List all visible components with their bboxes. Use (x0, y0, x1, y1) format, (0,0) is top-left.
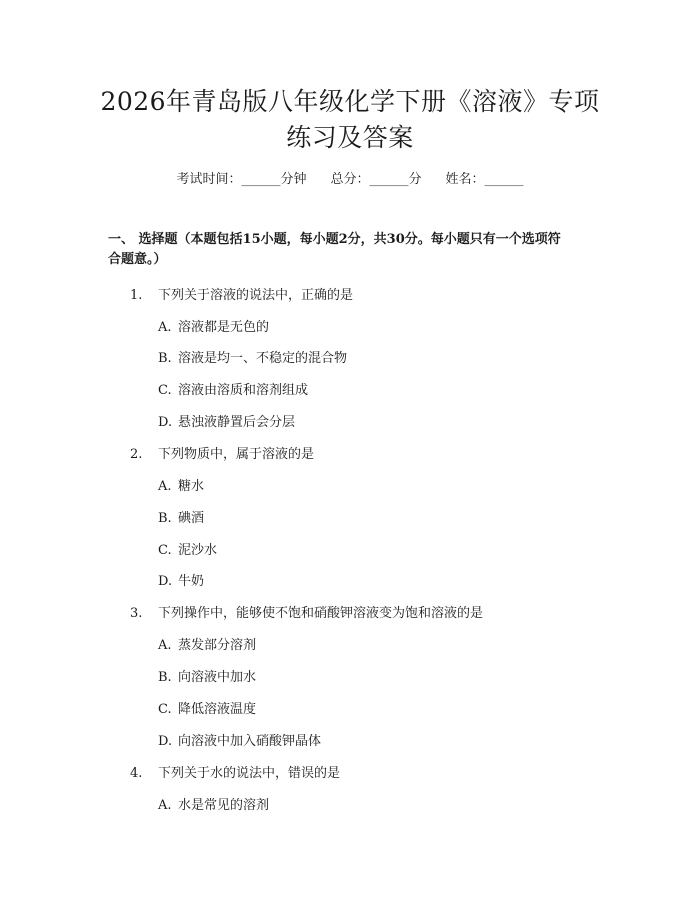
option-text: 向溶液中加入硝酸钾晶体 (178, 734, 322, 749)
question-2-option-b (158, 507, 204, 526)
question-3-option-c (158, 698, 256, 717)
question-text: 下列关于水的说法中，错误的是 (158, 766, 341, 781)
question-number: 3. (130, 606, 143, 621)
section-heading-line-2: 合题意。） (108, 252, 167, 267)
question-2-option-a (158, 475, 204, 494)
question-1-option-b (158, 347, 347, 366)
option-text: 溶液是均一、不稳定的混合物 (178, 351, 348, 366)
option-letter: A. (158, 320, 172, 335)
question-1-option-c (158, 379, 308, 398)
option-text: 降低溶液温度 (178, 702, 257, 717)
question-1 (130, 284, 353, 303)
section-heading-line-1: 一、 选择题（本题包括15小题，每小题2分，共30分。每小题只有一个选项符 (108, 232, 561, 247)
question-number: 2. (130, 447, 143, 462)
question-3 (130, 602, 483, 621)
option-letter: B. (158, 511, 172, 526)
option-text: 糖水 (178, 479, 205, 494)
option-letter: B. (158, 351, 172, 366)
question-2-option-c (158, 539, 217, 558)
total-score-field: 总分：______分 (330, 172, 422, 187)
question-number: 4. (130, 766, 143, 781)
option-text: 溶液由溶质和溶剂组成 (178, 383, 309, 398)
student-name-field: 姓名：______ (445, 172, 524, 187)
question-text: 下列关于溶液的说法中，正确的是 (158, 288, 354, 303)
option-letter: B. (158, 670, 172, 685)
option-text: 泥沙水 (178, 543, 218, 558)
question-1-option-a (158, 316, 269, 335)
option-text: 水是常见的溶剂 (178, 798, 270, 813)
option-text: 溶液都是无色的 (178, 320, 270, 335)
document-title-line-2: 练习及答案 (286, 123, 414, 152)
question-4 (130, 762, 340, 781)
question-text: 下列操作中，能够使不饱和硝酸钾溶液变为饱和溶液的是 (158, 606, 484, 621)
question-1-option-d (158, 411, 295, 430)
option-text: 蒸发部分溶剂 (178, 638, 257, 653)
option-letter: A. (158, 798, 172, 813)
question-2 (130, 443, 314, 462)
question-3-option-a (158, 634, 256, 653)
question-2-option-d (158, 570, 204, 589)
document-title-line-1: 2026年青岛版八年级化学下册《溶液》专项 (100, 87, 600, 116)
exam-info-row (0, 168, 700, 187)
option-letter: A. (158, 479, 172, 494)
question-4-option-a (158, 794, 269, 813)
option-letter: D. (158, 415, 173, 430)
option-letter: D. (158, 734, 173, 749)
exam-time-field: 考试时间：______分钟 (176, 172, 307, 187)
question-number: 1. (130, 288, 143, 303)
option-text: 牛奶 (178, 574, 205, 589)
option-letter: C. (158, 702, 172, 717)
option-text: 碘酒 (178, 511, 205, 526)
option-letter: D. (158, 574, 173, 589)
question-3-option-d (158, 730, 321, 749)
question-text: 下列物质中，属于溶液的是 (158, 447, 315, 462)
option-letter: C. (158, 543, 172, 558)
option-letter: C. (158, 383, 172, 398)
question-3-option-b (158, 666, 256, 685)
option-text: 悬浊液静置后会分层 (178, 415, 296, 430)
option-letter: A. (158, 638, 172, 653)
option-text: 向溶液中加水 (178, 670, 257, 685)
